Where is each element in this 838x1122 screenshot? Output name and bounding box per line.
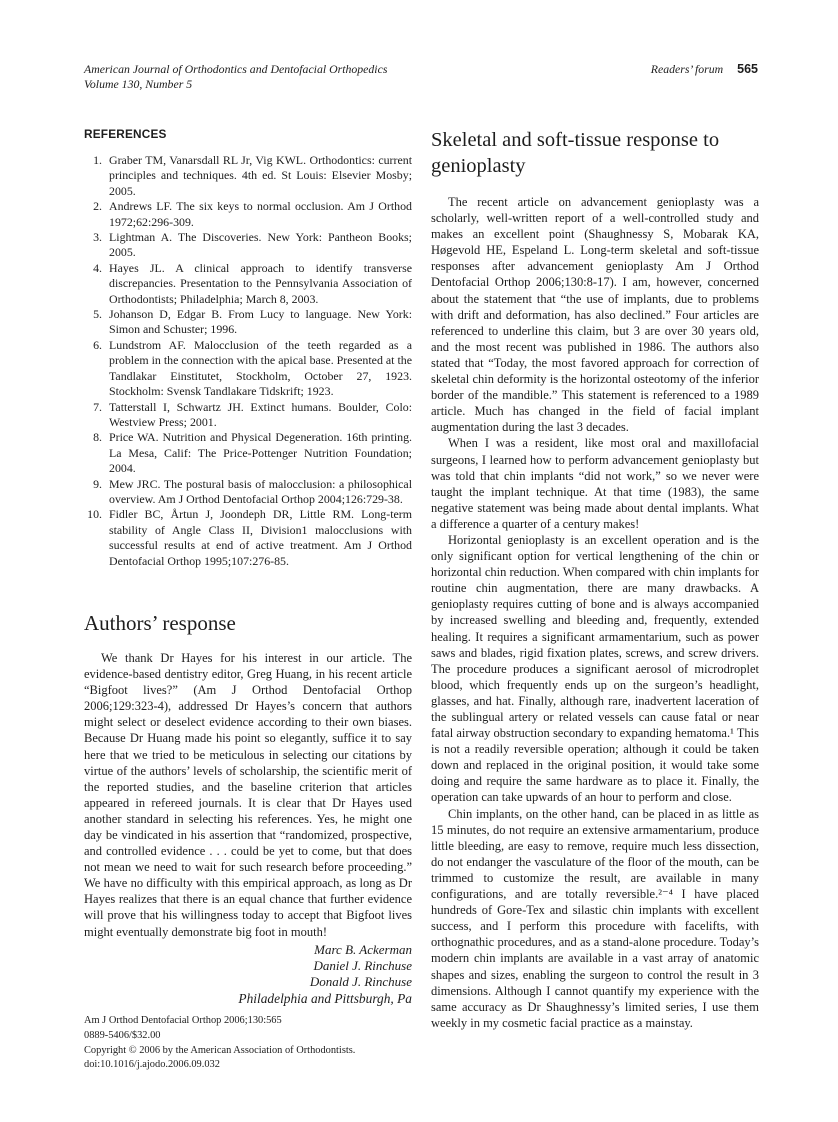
- journal-title: American Journal of Orthodontics and Dentofacial Orthopedics: [84, 62, 388, 76]
- authors-response-paragraph: We thank Dr Hayes for his interest in our article. The evidence-based dentistry editor, Greg Huang, in his recent article “Bigfoot lives?” (Am J Orthod Dentofacial Orthop 2006;129:323-4), addressed Dr Hayes’s concern that authors might select or deselect evidence according to their own biases. Because Dr Huang made his point so elegantly, suffice it to say here that we tried to be meticulous in selecting our citations by virtue of the authors’ levels of scholarship, the scientific merit of the reported studies, and the baseline criterion that articles appeared in refereed journals. It is clear that Dr Hayes used another standard in selecting his references. Yes, he might one day be vindicated in his assertion that “randomized, prospective, and controlled evidence . . . could be yet to come, but that does not mean we need to wait for such research before proceeding.” We have no difficulty with this empirical approach, as long as Dr Hayes realizes that there is an equal chance that further evidence will prove that his willingness today to accept that Bigfoot lives might eventually demonstrate big foot in mouth!: [84, 650, 412, 939]
- signature-location: Philadelphia and Pittsburgh, Pa: [238, 990, 412, 1006]
- signature-author: Marc B. Ackerman: [314, 941, 412, 957]
- reference-text: Mew JRC. The postural basis of malocclusion: a philosophical overview. Am J Orthod Dentofacial Orthop 2004;126:729-38.: [109, 476, 412, 506]
- footer-copyright: Copyright © 2006 by the American Association of Orthodontists.: [84, 1044, 356, 1056]
- footer-doi: doi:10.1016/j.ajodo.2006.09.032: [84, 1059, 220, 1071]
- footer-issn-price: 0889-5406/$32.00: [84, 1029, 161, 1041]
- article-heading: Skeletal and soft-tissue response to genioplasty: [431, 129, 720, 177]
- references-heading: REFERENCES: [84, 127, 167, 141]
- section-name: Readers’ forum: [650, 62, 724, 76]
- reference-number: 6.: [93, 337, 102, 352]
- reference-text: Price WA. Nutrition and Physical Degeneration. 16th printing. La Mesa, Calif: The Price-Pottenger Nutrition Foundation; 2004.: [109, 430, 412, 476]
- reference-text: Johanson D, Edgar B. From Lucy to language. New York: Simon and Schuster; 1996.: [109, 307, 412, 337]
- article-paragraph-3: Horizontal genioplasty is an excellent operation and is the only significant option for vertical lengthening of the chin or horizontal chin reduction. When compared with chin implants for routine chin augmentation, there are many drawbacks. A genioplasty requires cutting of bone and is always accompanied by increased swelling and bleeding and, frequently, extended healing. It requires a significant armamentarium, such as power saws and blades, rigid fixation plates, screws, and screw drivers. The procedure produces a significant aerosol of microdroplet blood, which frequently ends up on the surgeon’s headlight, glasses, and hat. Finally, although rare, inadvertent laceration of the sublingual artery or related vessels can cause fatal or near fatal airway obstruction secondary to expanding hematoma.¹ This is not a readily reversible operation; although it could be taken down and replaced in the original position, it would take some doing and require the same hardware as to place it. Finally, the operation can take upwards of an hour to perform and close.: [431, 532, 759, 805]
- article-footer: [84, 1014, 412, 1073]
- reference-number: 8.: [93, 430, 102, 445]
- authors-response-heading: Authors’ response: [84, 610, 236, 635]
- reference-number: 7.: [93, 399, 102, 414]
- reference-number: 10.: [87, 507, 102, 522]
- reference-item: [84, 338, 412, 400]
- running-head-right: [651, 62, 758, 77]
- signature-author: Daniel J. Rinchuse: [313, 958, 412, 974]
- reference-text: Graber TM, Vanarsdall RL Jr, Vig KWL. Orthodontics: current principles and techniques. 4th ed. St Louis: Elsevier Mosby; 2005.: [109, 153, 412, 198]
- two-column-layout: [84, 125, 758, 1073]
- reference-text: Hayes JL. A clinical approach to identify transverse discrepancies. Presentation to the Pennsylvania Association of Orthodontists; Philadelphia; March 8, 2003.: [109, 260, 412, 306]
- reference-item: [84, 153, 412, 199]
- journal-volume-line: Volume 130, Number 5: [84, 77, 193, 91]
- article-paragraph-4: Chin implants, on the other hand, can be placed in as little as 15 minutes, do not require an extensive armamentarium, produce little bleeding, are easy to remove, require much less dissection, do not endanger the vasculature of the floor of the mouth, can be trimmed to customize the result, are available in many configurations, and are totally reversible.²⁻⁴ I have placed hundreds of Gore-Tex and silastic chin implants with excellent success, and I perform this procedure with facelifts, with orthognathic procedures, and as a stand-alone procedure. Today’s modern chin implants are available in a vast array of anatomic shapes and sizes, enabling the surgeon to control the result in 3 dimensions. Although I cannot quantify my experience with the same accuracy as Dr Shaughnessy’s limited series, I use them weekly in my cosmetic facial practice as a mainstay.: [431, 806, 759, 1030]
- reference-item: [84, 477, 412, 508]
- reference-text: Lundstrom AF. Malocclusion of the teeth regarded as a problem in the connection with the apical base. Presented at the Tandlakar Einstitutet, Stockholm, October 27, 1923. Stockholm: Svensk Tandlakare Tidskrift; 1923.: [109, 337, 412, 399]
- reference-item: [84, 430, 412, 476]
- journal-masthead: [84, 62, 387, 92]
- reference-text: Fidler BC, Årtun J, Joondeph DR, Little RM. Long-term stability of Angle Class II, Division1 malocclusions with successful results at end of active treatment. Am J Orthod Dentofacial Orthop 1995;107:276-85.: [109, 507, 412, 568]
- reference-number: 1.: [93, 153, 102, 167]
- reference-text: Tatterstall I, Schwartz JH. Extinct humans. Boulder, Colo: Westview Press; 2001.: [109, 399, 412, 429]
- page-number: 565: [737, 62, 758, 76]
- reference-text: Lightman A. The Discoveries. New York: Pantheon Books; 2005.: [109, 230, 412, 260]
- article-paragraph-1: The recent article on advancement genioplasty was a scholarly, well-written report of a well-controlled study and makes an excellent point (Shaughnessy S, Mobarak KA, Høgevold HE, Espeland L. Long-term skeletal and soft-tissue responses after advancement genioplasty Am J Orthod Dentofacial Orthop 2006;130:8-17). I am, however, concerned about the statement that “the use of implants, due to problems with drift and deformation, has also declined.” Four articles are referenced to underline this claim, but 3 are over 30 years old, and the most recent was published in 1986. The authors also stated that “Today, the most favored approach for correction of skeletal chin deformity is the horizontal osteotomy of the inferior border of the mandible.” This statement is referenced to a 1989 article. Much has changed in the field of facial implant augmentation during the last 3 decades.: [431, 195, 759, 435]
- signature-block: [84, 942, 412, 1008]
- reference-text: Andrews LF. The six keys to normal occlusion. Am J Orthod 1972;62:296-309.: [109, 199, 412, 229]
- signature-author: Donald J. Rinchuse: [309, 974, 412, 990]
- reference-item: [84, 199, 412, 230]
- page-header: [84, 62, 758, 92]
- article-paragraph-2: When I was a resident, like most oral and maxillofacial surgeons, I learned how to perform advancement genioplasty but was told that chin implants “did not work,” so we never were taught the implant technique. At that time (1983), the same negative statement was being made about dental implants. What a difference a quarter of a century makes!: [431, 436, 759, 531]
- references-list: [84, 153, 412, 569]
- reference-item: [84, 507, 412, 569]
- left-column: [84, 125, 412, 1073]
- reference-item: [84, 307, 412, 338]
- reference-number: 9.: [93, 476, 102, 491]
- reference-item: [84, 400, 412, 431]
- reference-number: 4.: [93, 260, 102, 275]
- reference-number: 5.: [93, 307, 102, 322]
- reference-item: [84, 261, 412, 307]
- right-column: [431, 125, 759, 1073]
- reference-item: [84, 230, 412, 261]
- reference-number: 2.: [93, 199, 102, 214]
- footer-citation: Am J Orthod Dentofacial Orthop 2006;130:565: [84, 1015, 282, 1027]
- reference-number: 3.: [93, 230, 102, 245]
